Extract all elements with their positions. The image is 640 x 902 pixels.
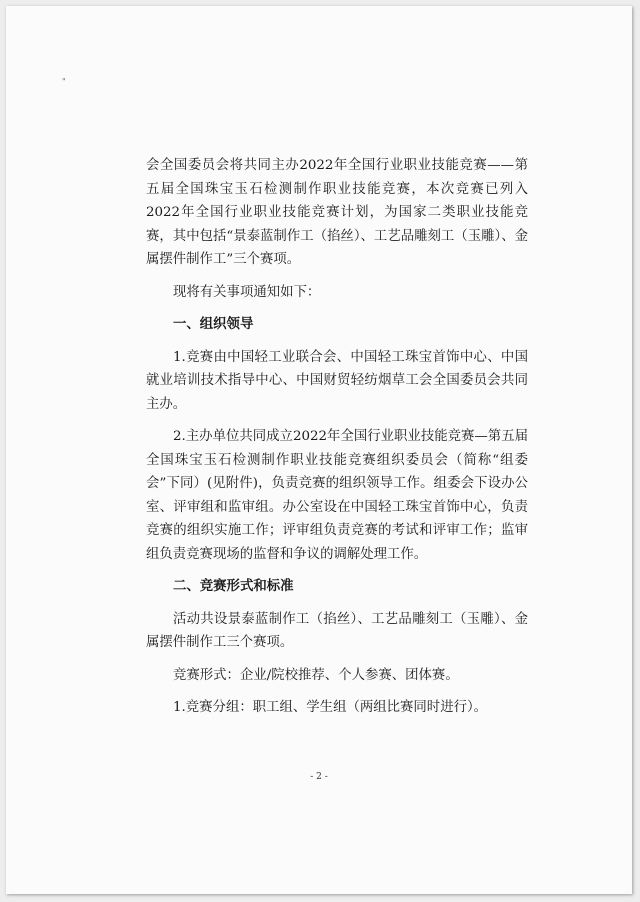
document-body: [146, 154, 528, 720]
paragraph-competition-form: 竞赛形式：企业/院校推荐、个人参赛、团体赛。: [173, 667, 459, 683]
paragraph-organizers: 1.竞赛由中国轻工业联合会、中国轻工珠宝首饰中心、中国就业培训技术指导中心、中国财贸轻纺烟草工会全国委员会共同主办。: [146, 349, 528, 412]
paragraph-intro-continued: 会全国委员会将共同主办2022年全国行业职业技能竞赛——第五届全国珠宝玉石检测制作职业技能竞赛，本次竞赛已列入2022年全国行业职业技能竞赛计划，为国家二类职业技能竞赛，其中包括“景泰蓝制作工（掐丝）、工艺品雕刻工（玉雕）、金属摆件制作工”三个赛项。: [146, 158, 528, 267]
page-corner-mark: ": [62, 77, 66, 86]
paragraph-groups: 1.竞赛分组：职工组、学生组（两组比赛同时进行）。: [173, 700, 488, 715]
section-heading-organization: 一、组织领导: [173, 317, 254, 332]
paragraph-notice: 现将有关事项通知如下：: [173, 284, 321, 300]
paragraph-events: 活动共设景泰蓝制作工（掐丝）、工艺品雕刻工（玉雕）、金属摆件制作工三个赛项。: [146, 611, 528, 650]
paragraph-committee: 2.主办单位共同成立2022年全国行业职业技能竞赛—第五届全国珠宝玉石检测制作职业技能竞赛组织委员会（简称“组委会”下同）(见附件)，负责竞赛的组织领导工作。组委会下设办公室、评审组和监审组。办公室设在中国轻工珠宝首饰中心，负责竞赛的组织实施工作；评审组负责竞赛的考试和评审工作；监审组负责竞赛现场的监督和争议的调解处理工作。: [146, 429, 528, 562]
page-number: - 2 -: [310, 772, 328, 782]
document-page: [6, 6, 632, 894]
section-heading-format: 二、竞赛形式和标准: [173, 579, 294, 594]
